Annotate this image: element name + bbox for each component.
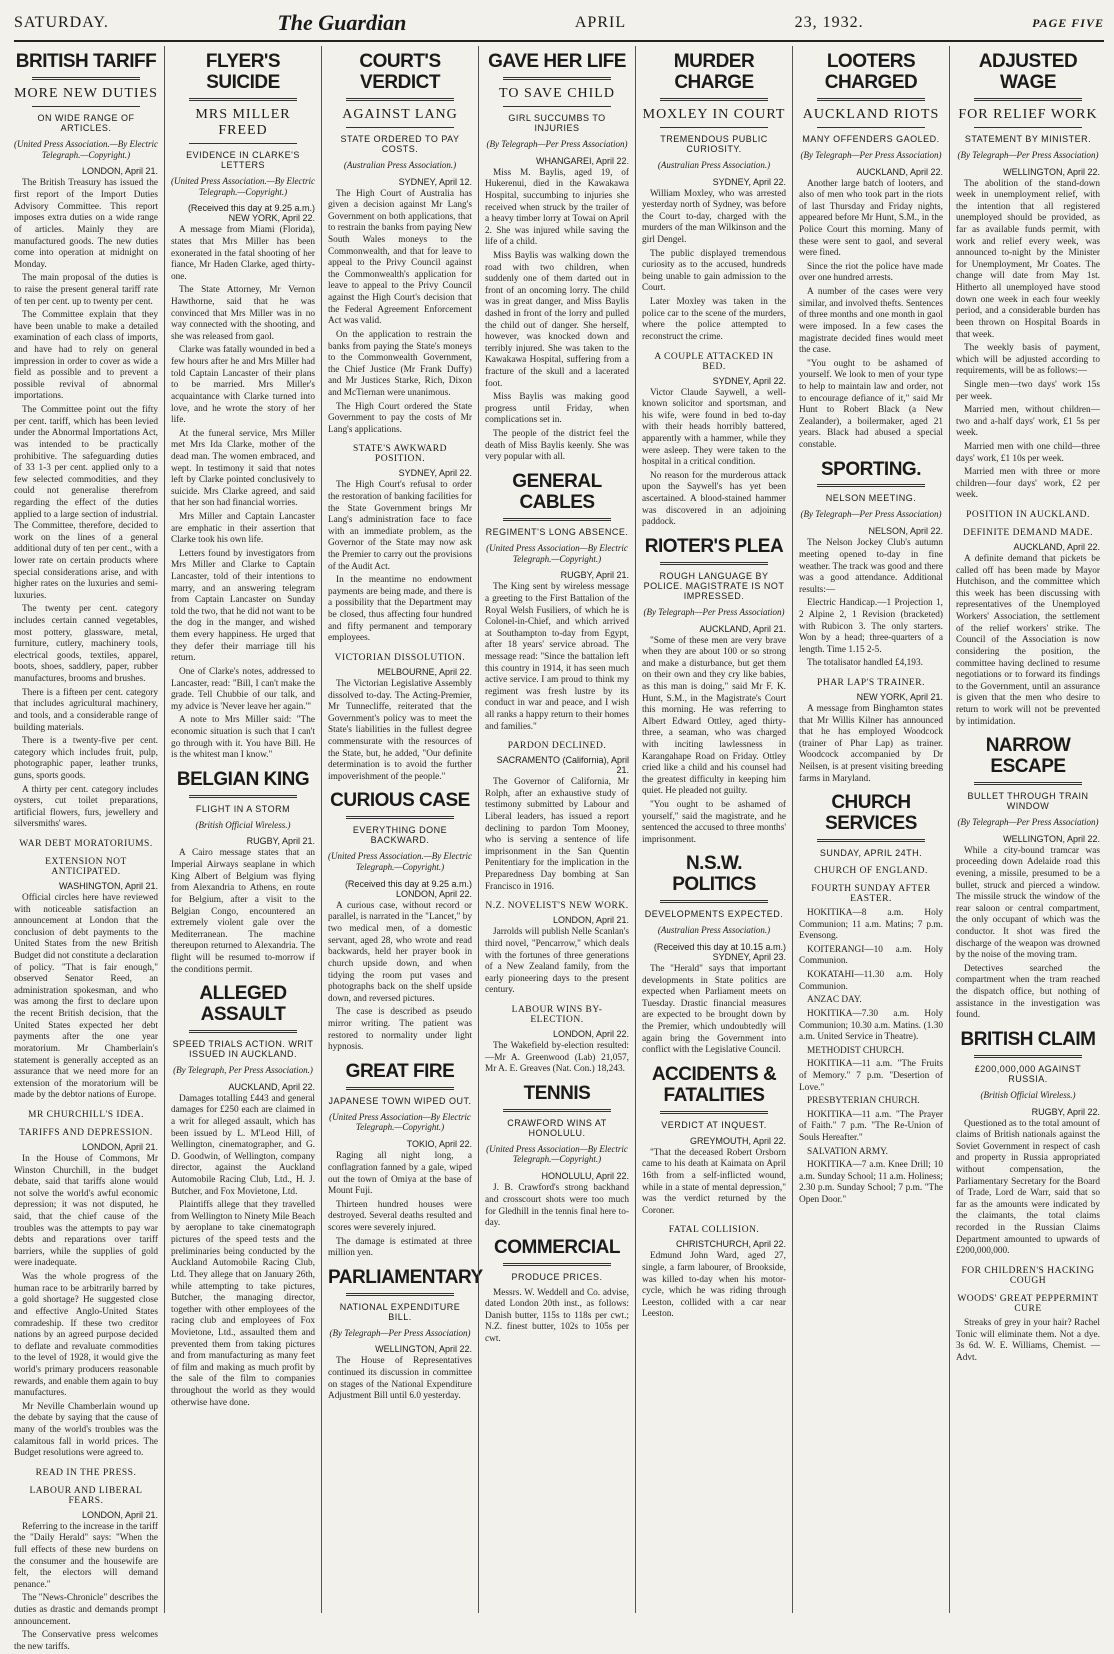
article-dateline: SYDNEY, April 12. xyxy=(398,176,472,187)
section-subhead: FATAL COLLISION. xyxy=(668,1225,760,1236)
news-column xyxy=(321,46,483,1613)
article-dateline: (Received this day at 9.25 a.m.) LONDON, April 22. xyxy=(344,878,472,899)
article xyxy=(328,653,472,783)
article-paragraph: Plaintiffs allege that they travelled from Wellington to Ninety Mile Beach by aeroplane to take cinematograph pictures of the speed tests and the preliminaries being conducted by the Auckland Automobile Racing Club, Ltd. They allege that on January 26th, while attempting to take pictures, Butcher, the managing director, together with other employees of the racing club and employees of Fox Movietone, Ltd., assaulted them and prevented them from taking pictures and from manufacturing as many feet of film and making as much profit by the sale of the film to companies throughout the world as they would otherwise have done. xyxy=(171,1200,315,1408)
article-paragraph: The people of the district feel the death of Miss Baylis keenly. She was very popular with all. xyxy=(485,429,629,463)
article-dateline: LONDON, April 21. xyxy=(81,1509,158,1520)
article-dateline: AUCKLAND, April 22. xyxy=(856,166,943,177)
article-paragraph: The "Herald" says that important developments in State politics are expected when Parliament meets on Tuesday. Drastic financial measures are expected to be brought down by the Premier, which undoubtedly will again bring the Government into conflict with the Legislative Council. xyxy=(642,964,786,1056)
headline-rule xyxy=(817,98,925,101)
article-paragraph: HOKITIKA—11 a.m. "The Prayer of Faith." 7 p.m. "The Re-Union of Souls Hereafter." xyxy=(799,1109,943,1143)
article-paragraph: The damage is estimated at three million yen. xyxy=(328,1236,472,1259)
article-paragraph: At the funeral service, Mrs Miller met Mrs Ida Clarke, mother of the dead man. The women embraced, and wept. In testimony it said that notes left by Clarke pointed conclusively to suicide. Mrs Clarke agreed, and said that her son had financial worries. xyxy=(171,428,315,509)
article-headline: NARROW ESCAPE xyxy=(985,735,1071,778)
article-dateline: LONDON, April 22. xyxy=(552,1028,629,1039)
article-headline: CHURCH SERVICES xyxy=(825,792,917,835)
article-headline: LOOTERS CHARGED xyxy=(824,51,918,93)
article-headline: N.S.W. POLITICS xyxy=(672,853,756,896)
article xyxy=(956,736,1100,1022)
article-paragraph: PRESBYTERIAN CHURCH. xyxy=(807,1096,920,1107)
article-dateline: RUGBY, April 21. xyxy=(560,570,629,581)
article-subheadline: AGAINST LANG xyxy=(342,106,458,122)
article-deck: NATIONAL EXPENDITURE BILL. xyxy=(339,1301,461,1322)
headline-rule xyxy=(189,795,297,798)
article-dateline: AUCKLAND, April 22. xyxy=(1013,542,1100,553)
article-deck: STATE ORDERED TO PAY COSTS. xyxy=(340,133,460,154)
article xyxy=(485,52,629,464)
article-credit: (By Telegraph—Per Press Association) xyxy=(800,509,942,520)
news-column xyxy=(478,46,635,1613)
section-subhead: DEFINITE DEMAND MADE. xyxy=(962,528,1094,539)
article-credit: (United Press Association—By Electric Telegraph.—Copyright.) xyxy=(486,542,628,564)
section-subhead: FOURTH SUNDAY AFTER EASTER. xyxy=(811,884,931,905)
article-paragraph: Mr Neville Chamberlain wound up the debate by saying that the cause of many of the world's troubles was the calamitous fall in world prices. The Budget resolutions were agreed to. xyxy=(14,1401,158,1459)
article xyxy=(642,1225,786,1321)
article-dateline: WELLINGTON, April 22. xyxy=(375,1344,472,1355)
article-dateline: SYDNEY, April 22. xyxy=(712,375,786,386)
article xyxy=(642,537,786,847)
section-subhead: PHAR LAP'S TRAINER. xyxy=(817,677,925,688)
article-credit: (British Official Wireless.) xyxy=(980,1089,1076,1100)
headline-rule xyxy=(189,1030,297,1033)
article xyxy=(171,770,315,976)
article-credit: (Australian Press Association.) xyxy=(343,159,457,170)
article-paragraph: A note to Mrs Miller said: "The economic situation is such that I can't go through with it. You have Bill. He is the whitest man I know." xyxy=(171,715,315,761)
article-deck: ROUGH LANGUAGE BY POLICE. MAGISTRATE IS NOT IMPRESSED. xyxy=(643,570,785,601)
article-credit: (By Telegraph—Per Press Association) xyxy=(800,149,942,160)
article-dateline: HONOLULU, April 22. xyxy=(541,1171,629,1182)
article-dateline: MELBOURNE, April 22. xyxy=(377,666,472,677)
article-deck: FLIGHT IN A STORM xyxy=(195,803,291,814)
article-paragraph: Letters found by investigators from Mrs Miller and Clarke to Captain Lancaster, told of their intentions to marry, and an answering telegram from Captain Lancaster on Sunday told the two, that he did not want to be the dog in the manger, and wished them every happiness. He urged that they defer their marriage till his return. xyxy=(171,548,315,664)
article-dateline: SYDNEY, April 22. xyxy=(398,468,472,479)
article-paragraph: The British Treasury has issued the first report of the Import Duties Advisory Committee. This report imposes extra duties on a wide range of articles. Mainly they are manufactured goods. The new duties come into operation at midnight on Monday. xyxy=(14,178,158,270)
article-paragraph: Married men with one child—three days' work, £1 10s per week. xyxy=(956,441,1100,464)
news-column xyxy=(792,46,949,1613)
article-headline: CURIOUS CASE xyxy=(330,790,470,812)
section-subhead: FOR CHILDREN'S HACKING COUGH xyxy=(961,1265,1095,1286)
article-paragraph: HOKITIKA—7.30 a.m. Holy Communion; 10.30 a.m. Matins. (1.30 a.m. United Service in Theatre). xyxy=(799,1008,943,1043)
headline-rule xyxy=(503,1263,611,1266)
article-headline: ADJUSTED WAGE xyxy=(978,51,1078,93)
article-headline: ACCIDENTS & FATALITIES xyxy=(651,1063,777,1106)
article-paragraph: Married men, without children—two and a-half days' work, £1 5s per week. xyxy=(956,405,1100,439)
article-dateline: LONDON, April 21. xyxy=(81,1141,158,1152)
article-paragraph: The main proposal of the duties is to raise the present general tariff rate of ten per cent. up to twenty per cent. xyxy=(14,273,158,307)
article-paragraph: In the meantime no endowment payments are being made, and there is a possibility that the Department may be closed, thus affecting four hundred and fifty permanent and temporary employees. xyxy=(328,575,472,644)
article-paragraph: Jarrolds will publish Nelle Scanlan's third novel, "Pencarrow," which deals with the fortunes of three generations of a New Zealand family, from the early pioneering days to the present century. xyxy=(485,927,629,996)
article-paragraph: The Nelson Jockey Club's autumn meeting opened to-day in fine weather. The track was good and there was a good attendance. Additional results:— xyxy=(799,538,943,595)
article-paragraph: Single men—two days' work 15s per week. xyxy=(956,379,1100,402)
section-subhead: STATE'S AWKWARD POSITION. xyxy=(353,444,447,465)
article-paragraph: A definite demand that pickets be called off has been made by Mayor Hutchison, and the committee which this week has been discussing with representatives of the Unemployed Workers' Association, the settlement of the relief workers' strike. The Council of the Association is now considering the position, the committee having declined to resume negotiations or to forward its findings to the Government, until an assurance is given that the men who desire to return to work will not be prevented by intimidation. xyxy=(956,554,1100,727)
article-paragraph: Detectives searched the compartment when the tram reached the dispatch office, but nothing of assistance in the investigation was found. xyxy=(956,963,1100,1021)
article-credit: (British Official Wireless.) xyxy=(195,819,291,830)
article-dateline: NEW YORK, April 21. xyxy=(856,691,943,702)
article-paragraph: Thirteen hundred houses were destroyed. Several deaths resulted and scores were severely injured. xyxy=(328,1199,472,1233)
headline-rule xyxy=(346,816,454,819)
article-headline: GREAT FIRE xyxy=(345,1060,455,1082)
headline-rule xyxy=(189,98,297,101)
article-paragraph: The King sent by wireless message a greeting to the First Battalion of the Royal Welsh Fusiliers, of which he is Colonel-in-Chief, and which arrived at Southampton to-day from Egypt, after 18 years' service abroad. The message read: "Since the battalion left this country in 1914, it has seen much active service. I am proud to think my regiment was fresh lustre by its conduct in war and peace, and I wish all ranks a happy return to their homes and families." xyxy=(485,582,629,732)
article-dateline: GREYMOUTH, April 22. xyxy=(689,1135,786,1146)
article-credit: (By Telegraph—Per Press Association) xyxy=(643,606,785,617)
article-headline: GAVE HER LIFE xyxy=(488,51,626,72)
article-paragraph: Mrs Miller and Captain Lancaster are emphatic in their assertion that Clarke took his own life. xyxy=(171,512,315,546)
article-paragraph: KOKATAHI—11.30 a.m. Holy Communion. xyxy=(799,970,943,992)
article xyxy=(485,901,629,997)
article-credit: (Australian Press Association.) xyxy=(657,925,771,936)
article-paragraph: Miss M. Baylis, aged 19, of Hukerenui, died in the Kawakawa Hospital, succumbing to injuries she received when struck by the trailer of a heavy timber lorry at Towai on April 2. She was injured while saving the life of a child. xyxy=(485,167,629,248)
section-subhead: TARIFFS AND DEPRESSION. xyxy=(19,1127,153,1138)
article-credit: (By Telegraph—Per Press Association) xyxy=(486,138,628,149)
article-credit: (By Telegraph—Per Press Association) xyxy=(957,816,1099,827)
article-paragraph: The House of Representatives continued its discussion in committee on stages of the National Expenditure Adjustment Bill until 6.0 yesterday. xyxy=(328,1356,472,1402)
article-deck: BULLET THROUGH TRAIN WINDOW xyxy=(967,790,1089,811)
article-credit: (Australian Press Association.) xyxy=(657,159,771,170)
article-paragraph: Miss Baylis was making good progress until Friday, when complications set in. xyxy=(485,392,629,426)
subheadline-rule xyxy=(660,127,768,128)
article-deck: SPEED TRIALS ACTION. WRIT ISSUED IN AUCKLAND. xyxy=(172,1038,314,1059)
article xyxy=(485,472,629,733)
article-paragraph: Married men with three or more children—four days' work, £2 per week. xyxy=(956,467,1100,501)
article-paragraph: The case is described as pseudo mirror writing. The patient was restored to normality under light hypnosis. xyxy=(328,1007,472,1053)
article xyxy=(14,1110,158,1460)
article-subheadline: TO SAVE CHILD xyxy=(499,85,615,101)
article-paragraph: A Cairo message states that an Imperial Airways seaplane in which King Albert of Belgium was flying from Alexandria to Athens, en route for Belgium, after a visit to the Belgian Congo, encountered an extremely violent gale over the Mediterranean. The machine thereupon returned to Alexandria. The flight will be resumed to-morrow if the conditions permit. xyxy=(171,848,315,975)
article xyxy=(799,793,943,1206)
headline-rule xyxy=(974,98,1082,101)
article-dateline: RUGBY, April 21. xyxy=(246,836,315,847)
article xyxy=(956,52,1100,502)
article-paragraph: The High Court ordered the State Government to pay the costs of Mr Lang's applications. xyxy=(328,401,472,435)
masthead-date: 23, 1932. xyxy=(794,14,864,31)
article-paragraph: Victor Claude Saywell, a well-known solicitor and sportsman, and his wife, were found in bed to-day with their heads horribly battered, apparently with a hammer, while they were asleep. They were taken to the hospital in a critical condition. xyxy=(642,387,786,468)
news-columns xyxy=(14,46,1106,1652)
article-paragraph: Questioned as to the total amount of claims of British nationals against the Soviet Government in respect of cash and property in Russia appropriated without compensation, the Parliamentary Secretary for the Board of Trade, Lord de Warr, said that so far as the amounts were indicated by the claimants, the total claims recorded in the Russian Claims Department amounted to upwards of £200,000,000. xyxy=(956,1118,1100,1257)
article xyxy=(171,52,315,762)
article-headline: BELGIAN KING xyxy=(176,768,310,790)
article-headline: FLYER'S SUICIDE xyxy=(205,51,281,93)
article-paragraph: One of Clarke's notes, addressed to Lancaster, read: "Bill, I can't make the grade. Tell Chubbie of our talk, and my advice is 'Never leave her again.'" xyxy=(171,666,315,712)
news-column xyxy=(164,46,321,1613)
article-dateline: TOKIO, April 22. xyxy=(406,1139,472,1150)
article-paragraph: J. B. Crawford's strong backhand and crosscourt shots were too much for Gledhill in the tennis final here to-day. xyxy=(485,1183,629,1229)
article-paragraph: A curious case, without record or parallel, is narrated in the "Lancet," by two medical men, of a domestic servant, aged 28, who wrote and read backwards, held her prayer book in church upside down, and when tidying the room put vases and photographs back on the shelf upside down, and reversed pictures. xyxy=(328,900,472,1004)
article-deck: NELSON MEETING. xyxy=(825,493,917,504)
headline-rule xyxy=(503,1109,611,1112)
article xyxy=(485,1005,629,1076)
article-credit: (By Telegraph, Per Press Association.) xyxy=(173,1064,313,1075)
article-headline: PARLIAMENTARY xyxy=(328,1266,483,1288)
masthead xyxy=(14,6,1104,42)
article-dateline: AUCKLAND, April 21. xyxy=(699,623,786,634)
article-headline: COURT'S VERDICT xyxy=(359,51,441,93)
article-paragraph: Streaks of grey in your hair? Rachel Tonic will eliminate them. Not a dye. 3s 6d. W. E. Williams, Chemist. —Advt. xyxy=(956,1317,1100,1363)
article-paragraph: There is a twenty-five per cent. category which includes fruit, pulp, photographic paper, leather trunks, guns, sports goods. xyxy=(14,736,158,781)
article xyxy=(14,839,158,1102)
article-paragraph: Since the riot the police have made over one hundred arrests. xyxy=(799,261,943,284)
article-dateline: WASHINGTON, April 21. xyxy=(58,881,158,891)
article-paragraph: The weekly basis of payment, which will be adjusted according to requirements, will be as follows:— xyxy=(956,343,1100,377)
article-deck: £200,000,000 AGAINST RUSSIA. xyxy=(974,1063,1082,1084)
article xyxy=(328,444,472,645)
article-dateline: RUGBY, April 22. xyxy=(1031,1106,1100,1117)
article-paragraph: "That the deceased Robert Orsborn came to his death at Kaimata on April 16th from a self-inflicted wound, while in a state of mental depression," was the verdict returned by the Coroner. xyxy=(642,1147,786,1216)
article xyxy=(956,1266,1100,1364)
article-paragraph: The Conservative press welcomes the new tariffs. xyxy=(14,1630,158,1652)
article-subheadline: FOR RELIEF WORK xyxy=(958,106,1098,122)
article-headline: BRITISH CLAIM xyxy=(960,1028,1096,1050)
headline-rule xyxy=(503,77,611,80)
article-dateline: WHANGAREI, April 22. xyxy=(535,155,629,166)
article-paragraph: The abolition of the stand-down week in unemployment relief, with the intention that all registered unemployed should be provided, as far as available funds permit, with work and relief every week, was announced to-night by the Minister for Unemployment, Mr Coates. The change will date from May 1st. Hitherto all unemployed have stood down one week in each four weekly period, and a considerable burden has been thrown on Hospital Boards in that week. xyxy=(956,178,1100,340)
article-paragraph: SALVATION ARMY. xyxy=(807,1146,888,1157)
article xyxy=(642,52,786,344)
article-subheadline: MORE NEW DUTIES xyxy=(14,85,158,101)
article xyxy=(956,510,1100,728)
article-paragraph: The State Attorney, Mr Vernon Hawthorne, said that he was convinced that Mrs Miller was in no way connected with the shooting, and she was released from gaol. xyxy=(171,285,315,342)
article-dateline: AUCKLAND, April 22. xyxy=(228,1081,315,1092)
article-paragraph: In the House of Commons, Mr Winston Churchill, in the budget debate, said that tariffs alone would not solve the world's awful economic depression; it was not disputed, he said, that the chief cause of the troubles was the attempts to pay war debts and reparations over tariff barriers, while the supplies of gold were inadequate. xyxy=(14,1153,158,1269)
article-subheadline: AUCKLAND RIOTS xyxy=(802,106,940,122)
headline-rule xyxy=(503,518,611,521)
article xyxy=(328,1266,483,1403)
article-paragraph: The "News-Chronicle" describes the duties as drastic and demands prompt announcement. xyxy=(14,1593,158,1627)
article-dateline: SACRAMENTO (California), April 21. xyxy=(496,755,629,776)
article-paragraph: The Committee explain that they have been unable to make a detailed examination of each class of imports, and have had to rely on general impression in order to cover as wide a field as possible and to prevent a possible revival of abnormal importations. xyxy=(14,310,158,402)
article-credit: (United Press Association.—By Electric Telegraph.—Copyright.) xyxy=(14,138,158,160)
section-subhead: WOODS' GREAT PEPPERMINT CURE xyxy=(957,1293,1099,1314)
masthead-page-number: PAGE FIVE xyxy=(1032,15,1104,30)
article-paragraph: The Committee point out the fifty per cent. tariff, which has been levied under the Abnormal Importations Act, was intended to be practically prohibitive. The safeguarding duties of 33 1-3 per cent. applied only to a few selected commodities, and they could not generalise therefrom regarding the effect of the duties applied to a large section of industrial. The Committee, therefore, decided to work on the lines of a general additional duty of ten per cent., with a lower rate on certain products where special considerations arise, and with higher rates on the luxuries and semi-luxuries. xyxy=(14,405,158,601)
article-paragraph: A message from Miami (Florida), states that Mrs Miller has been exonerated in the fatal shooting of her fiance, Mr Haden Clarke, aged thirty-one. xyxy=(171,225,315,282)
article-dateline: SYDNEY, April 22. xyxy=(712,176,786,187)
article-paragraph: HOKITIKA—11 a.m. "The Fruits of Memory." 7 p.m. "Desertion of Love." xyxy=(799,1059,943,1093)
article xyxy=(642,1065,786,1217)
article xyxy=(799,52,943,452)
article-dateline: WELLINGTON, April 22. xyxy=(1003,166,1100,177)
article-paragraph: The twenty per cent. category includes certain canned vegetables, most pottery, glassware, metal, furniture, cutlery, machinery tools, electrical goods, textiles, apparel, boots, shoes, saddlery, paper, rubber manufactures, brooms and brushes. xyxy=(14,604,158,685)
subheadline-rule xyxy=(817,127,925,128)
section-subhead: LABOUR AND LIBERAL FEARS. xyxy=(29,1485,143,1506)
article-deck: CRAWFORD WINS AT HONOLULU. xyxy=(507,1117,607,1138)
article-paragraph: HOKITIKA—7 a.m. Knee Drill; 10 a.m. Sunday School; 11 a.m. Holiness; 2.30 p.m. Sunday School; 7 p.m. "The Open Door." xyxy=(799,1160,944,1206)
article-paragraph: Another large batch of looters, and also of men who took part in the riots of last Thursday and Friday nights, appeared before Mr Hunt, S.M., in the Police Court this morning. Many of these were sent to gaol, and several were fined. xyxy=(799,178,943,259)
article-paragraph: Electric Handicap.—1 Projection 1, 2 Alpine 2, 1 Revision (bracketed) with Rubicon 3. The only starters. Won by a head; three-quarters of a length. Time 1.15 2-5. xyxy=(799,598,943,655)
article-deck: STATEMENT BY MINISTER. xyxy=(964,133,1092,144)
article-dateline: CHRISTCHURCH, April 22. xyxy=(675,1239,786,1250)
article-deck: PRODUCE PRICES. xyxy=(511,1271,603,1282)
article-deck: SUNDAY, APRIL 24TH. xyxy=(819,848,923,859)
headline-rule xyxy=(817,484,925,487)
article-paragraph: "Some of these men are very brave when they are about 100 or so strong and make a disturbance, but get them on their own and they cry like babies, as this man is doing," said Mr F. K. Hunt, S.M., in the Magistrate's Court this morning. He was referring to Albert Edward Ottley, aged thirty-three, a seaman, who was charged with inciting lawlessness in Karangahape Road on Friday. Ottley cried like a child and his counsel had the greatest difficulty in keeping him quiet. He pleaded not guilty. xyxy=(642,635,786,797)
section-subhead: WAR DEBT MORATORIUMS. xyxy=(19,839,153,849)
article-paragraph: Was the whole progress of the human race to be arbitrarily barred by a gold shortage? He suggested close and effective Anglo-United States comradeship. If these two creditor nations by an agreed purpose decided to deflate and revaluate commodities to the level of 1928, it would give the world's primary producers reasonable rewards, and enable them again to buy manufactures. xyxy=(14,1272,158,1399)
article-dateline: LONDON, April 21. xyxy=(552,915,629,926)
article-headline: RIOTER'S PLEA xyxy=(644,535,784,557)
article-paragraph: Referring to the increase in the tariff the "Daily Herald" says: "When the full effects of these new burdens on the consumer and the housewife are felt, the electors will demand penance." xyxy=(14,1521,158,1590)
masthead-day: SATURDAY. xyxy=(14,14,109,31)
article-paragraph: William Moxley, who was arrested yesterday north of Sydney, was before the Court to-day, charged with the murders of the man Wilkinson and the girl Dengel. xyxy=(642,188,786,246)
article-paragraph: METHODIST CHURCH. xyxy=(807,1045,904,1056)
article xyxy=(485,741,629,893)
article-credit: (By Telegraph—Per Press Association) xyxy=(329,1327,471,1338)
article-paragraph: While a city-bound tramcar was proceeding down Adelaide road this evening, a missile, presumed to be a bullet, struck and pierced a window. The missile struck the window of the rear saloon or central compartment, the only occupant of which was the conductor. It shot was fired the discharge of the weapon was drowned by the noise of the moving tram. xyxy=(956,845,1100,961)
article-headline: GENERAL CABLES xyxy=(512,470,602,513)
article-headline: COMMERCIAL xyxy=(494,1236,620,1258)
article xyxy=(956,1030,1100,1258)
article xyxy=(799,460,943,670)
article-dateline: WELLINGTON, April 22. xyxy=(1003,833,1100,844)
article-paragraph: "You ought to be ashamed of yourself. We look to men of your type to help to maintain law and order, not to encourage defiance of it," said Mr Hunt to Robert Black (a New Zealander), a boilermaker, aged 21 years. Black had abused a special constable. xyxy=(799,358,943,450)
article-subheadline: MRS MILLER FREED xyxy=(195,106,291,138)
subheadline-rule xyxy=(503,106,611,107)
article xyxy=(485,1238,629,1346)
article-dateline: (Received this day at 9.25 a.m.) NEW YORK, April 22. xyxy=(187,203,315,224)
news-column xyxy=(635,46,792,1613)
news-column xyxy=(949,46,1106,1613)
headline-rule xyxy=(974,782,1082,785)
headline-rule xyxy=(974,1055,1082,1058)
article-deck: DEVELOPMENTS EXPECTED. xyxy=(644,909,784,920)
headline-rule xyxy=(32,77,140,80)
article-paragraph: The Governor of California, Mr Rolph, after an exhaustive study of testimony submitted by Labour and Liberal leaders, has issued a report declining to pardon Tom Mooney, who is serving a sentence of life imprisonment in the San Quentin Penitentiary for the implication in the Preparedness Day bombing at San Francisco in 1916. xyxy=(485,777,629,892)
article-deck: VERDICT AT INQUEST. xyxy=(661,1119,767,1130)
article xyxy=(642,854,786,1056)
headline-rule xyxy=(660,562,768,565)
article-paragraph: Damages totalling £443 and general damages for £250 each are claimed in a writ for alleged assault, which has been issued by L. M'Leod Hill, of Wellington, cinematographer, and G. D. Goodwin, of Wellington, company director, against the Auckland Automobile Racing Club, Ltd., H. J. Butcher, and Fox Movietone, Ltd. xyxy=(171,1093,315,1197)
article-headline: MURDER CHARGE xyxy=(673,51,755,93)
article-dateline: (Received this day at 10.15 a.m.) SYDNEY, April 23. xyxy=(653,942,786,963)
article xyxy=(14,1468,158,1654)
subheadline-rule xyxy=(189,143,297,144)
section-subhead: READ IN THE PRESS. xyxy=(35,1467,137,1478)
article-paragraph: Clarke was fatally wounded in bed a few hours after he and Mrs Miller had told Captain Lancaster of their plans to be married. Mrs Miller's acquaintance with Clarke turned into love, and he wrote the story of her life. xyxy=(171,345,315,426)
headline-rule xyxy=(660,900,768,903)
headline-rule xyxy=(660,98,768,101)
headline-rule xyxy=(346,1087,454,1090)
article-paragraph: Later Moxley was taken in the police car to the scene of the murders, where the police attempted to reconstruct the crime. xyxy=(642,297,786,342)
article-paragraph: HOKITIKA—8 a.m. Holy Communion; 11 a.m. Matins; 7 p.m. Evensong. xyxy=(799,908,943,942)
subheadline-rule xyxy=(32,106,140,107)
article-paragraph: Miss Baylis was walking down the road with two children, when suddenly one of them darted out in front of an oncoming lorry. The child was in great danger, and Miss Baylis dashed in front of the lorry and pulled the child out of danger. She herself, however, was knocked down and terribly injured. She was taken to the Kawakawa Hospital, suffering from a fracture of the skull and a lacerated foot. xyxy=(485,250,629,389)
article xyxy=(171,984,315,1409)
subheadline-rule xyxy=(346,127,454,128)
article-credit: (By Telegraph—Per Press Association) xyxy=(957,149,1099,160)
article-deck: EVERYTHING DONE BACKWARD. xyxy=(352,825,448,846)
article-deck: EVIDENCE IN CLARKE'S LETTERS xyxy=(186,149,300,170)
article-paragraph: The High Court's refusal to order the restoration of banking facilities for the State Government brings Mr Lang's administration face to face with an immediate problem, as the Governor of the State may now ask the Premier to carry out the provisions of the Audit Act. xyxy=(328,480,472,572)
article-dateline: LONDON, April 21. xyxy=(81,166,158,177)
article-paragraph: A message from Binghamton states that Mr Willis Kilner has announced that he has employed Woodcock (trainer of Phar Lap) as trainer. Woodcock accompanied by Dr Neilsen, is at present visiting breeding farms in Maryland. xyxy=(799,703,943,784)
article-credit: (United Press Association.—By Electric Telegraph.—Copyright.) xyxy=(328,851,472,873)
article-paragraph: There is a fifteen per cent. category that includes agricultural machinery, and tools, and a considerable range of building materials. xyxy=(14,687,158,733)
news-column xyxy=(14,46,164,1652)
article-paragraph: A number of the cases were very similar, and involved thefts. Sentences of three months and one month in gaol were imposed. In a few cases the magistrate decided fines would meet the case. xyxy=(799,287,943,356)
section-subhead: CHURCH OF ENGLAND. xyxy=(814,866,928,877)
article-paragraph: Official circles here have reviewed with noticeable satisfaction an announcement at London that the conclusion of debt payments to the United States from the new British Budget did not constitute a declaration of policy. "That is fair enough," observed Senator Reed, an administration spokesman, and who was among the first to declare upon the recent British decision, that the United States expected her debt payments after the one year moratorium. Mr Chamberlain's statement is generally accepted as an assurance that we need more for an extension of the moratorium will be made by the debtor nations of Europe. xyxy=(14,893,158,1101)
article-deck: GIRL SUCCUMBS TO INJURIES xyxy=(508,112,606,133)
article-headline: ALLEGED ASSAULT xyxy=(199,983,287,1026)
article-paragraph: The Wakefield by-election resulted:—Mr A. Greenwood (Lab) 21,057, Mr A. E. Greaves (Nat. Con.) 18,243. xyxy=(485,1040,629,1075)
article-subheadline: MOXLEY IN COURT xyxy=(642,106,786,122)
article-deck: MANY OFFENDERS GAOLED. xyxy=(802,133,940,144)
article-credit: (United Press Association—By Electric Telegraph.—Copyright.) xyxy=(486,1143,628,1165)
article-deck: ON WIDE RANGE OF ARTICLES. xyxy=(37,112,135,133)
headline-rule xyxy=(346,1293,454,1296)
headline-rule xyxy=(346,98,454,101)
article-paragraph: On the application to restrain the banks from paying the State's moneys to the Commonwealth Government, the Chief Justice (Mr Frank Duffy) and Mr Justices Starke, Rich, Dixon and McTiernan were unanimous. xyxy=(328,329,472,398)
article-paragraph: "You ought to be ashamed of yourself," said the magistrate, and he sentenced the accused to three months' imprisonment. xyxy=(642,800,786,845)
section-subhead: MR CHURCHILL'S IDEA. xyxy=(28,1109,144,1120)
article-paragraph: The totalisator handled £4,193. xyxy=(807,658,923,669)
article-headline: BRITISH TARIFF xyxy=(15,51,157,72)
article-headline: SPORTING. xyxy=(820,458,921,480)
article-deck: REGIMENT'S LONG ABSENCE. xyxy=(485,526,629,537)
masthead-paper-title: The Guardian xyxy=(277,10,407,35)
article-paragraph: No reason for the murderous attack upon the Saywell's has yet been ascertained. A blood-stained hammer was discovered in an adjoining paddock. xyxy=(642,470,786,528)
article-paragraph: ANZAC DAY. xyxy=(807,995,862,1006)
article xyxy=(799,678,943,785)
masthead-month: APRIL xyxy=(574,14,627,31)
section-subhead: PARDON DECLINED. xyxy=(507,741,607,752)
article-deck: TREMENDOUS PUBLIC CURIOSITY. xyxy=(660,133,768,154)
section-subhead: POSITION IN AUCKLAND. xyxy=(966,510,1090,521)
article-dateline: NELSON, April 22. xyxy=(868,526,943,537)
article-headline: TENNIS xyxy=(523,1082,591,1104)
section-subhead: A COUPLE ATTACKED IN BED. xyxy=(654,351,774,372)
article xyxy=(485,1084,629,1230)
article-paragraph: Edmund John Ward, aged 27, single, a farm labourer, of Brookside, was killed to-day when his motor-cycle, which he was riding through Leeston, collided with a car near Leeston. xyxy=(642,1251,786,1320)
headline-rule xyxy=(817,839,925,842)
article xyxy=(328,52,472,436)
article xyxy=(328,1062,472,1260)
article-paragraph: KOITERANGI—10 a.m. Holy Communion. xyxy=(799,944,943,967)
article-credit: (United Press Association.—By Electric Telegraph.—Copyright.) xyxy=(171,175,315,197)
section-subhead: VICTORIAN DISSOLUTION. xyxy=(334,652,466,663)
article xyxy=(14,52,158,831)
article-deck: JAPANESE TOWN WIPED OUT. xyxy=(328,1095,472,1106)
article-paragraph: Messrs. W. Weddell and Co. advise, dated London 20th inst., as follows: Danish butter, 115s to 118s per cwt.; N.Z. finest butter, 102s to 105s per cwt. xyxy=(485,1287,629,1345)
article-paragraph: A thirty per cent. category includes oysters, cut toilet preparations, artificial flowers, furs, jewellery and silversmiths' wares. xyxy=(14,784,158,830)
section-subhead: N.Z. NOVELIST'S NEW WORK. xyxy=(485,901,629,912)
article-paragraph: Raging all night long, a conflagration fanned by a gale, wiped out the town of Omiya at the base of Mount Fuji. xyxy=(328,1151,472,1197)
section-subhead: LABOUR WINS BY-ELECTION. xyxy=(511,1004,603,1025)
article-paragraph: The public displayed tremendous curiosity as to the accused, hundreds being unable to gain admission to the Court. xyxy=(642,248,786,294)
headline-rule xyxy=(660,1111,768,1114)
article xyxy=(642,352,786,529)
subheadline-rule xyxy=(974,127,1082,128)
article-credit: (United Press Association—By Electric Telegraph.—Copyright.) xyxy=(329,1111,471,1133)
article-paragraph: The Victorian Legislative Assembly dissolved to-day. The Acting-Premier, Mr Tunnecliffe, reiterated that the Government's policy was to meet the State's liabilities in the fullest degree commensurate with the resources of the State, but, he added, "Our definite determination is to avoid the further impoverishment of the people." xyxy=(328,678,472,782)
section-subhead: EXTENSION NOT ANTICIPATED. xyxy=(45,857,127,877)
article-paragraph: The High Court of Australia has given a decision against Mr Lang's Government on both applications, that to restrain the banks from paying New South Wales moneys to the Commonwealth, and that for leave to appeal to the Privy Council against the Commonwealth's application for leave to appeal to the Privy Council against the High Court's decision that the Federal Agreement Enforcement Act was valid. xyxy=(328,188,472,327)
article xyxy=(328,791,472,1053)
